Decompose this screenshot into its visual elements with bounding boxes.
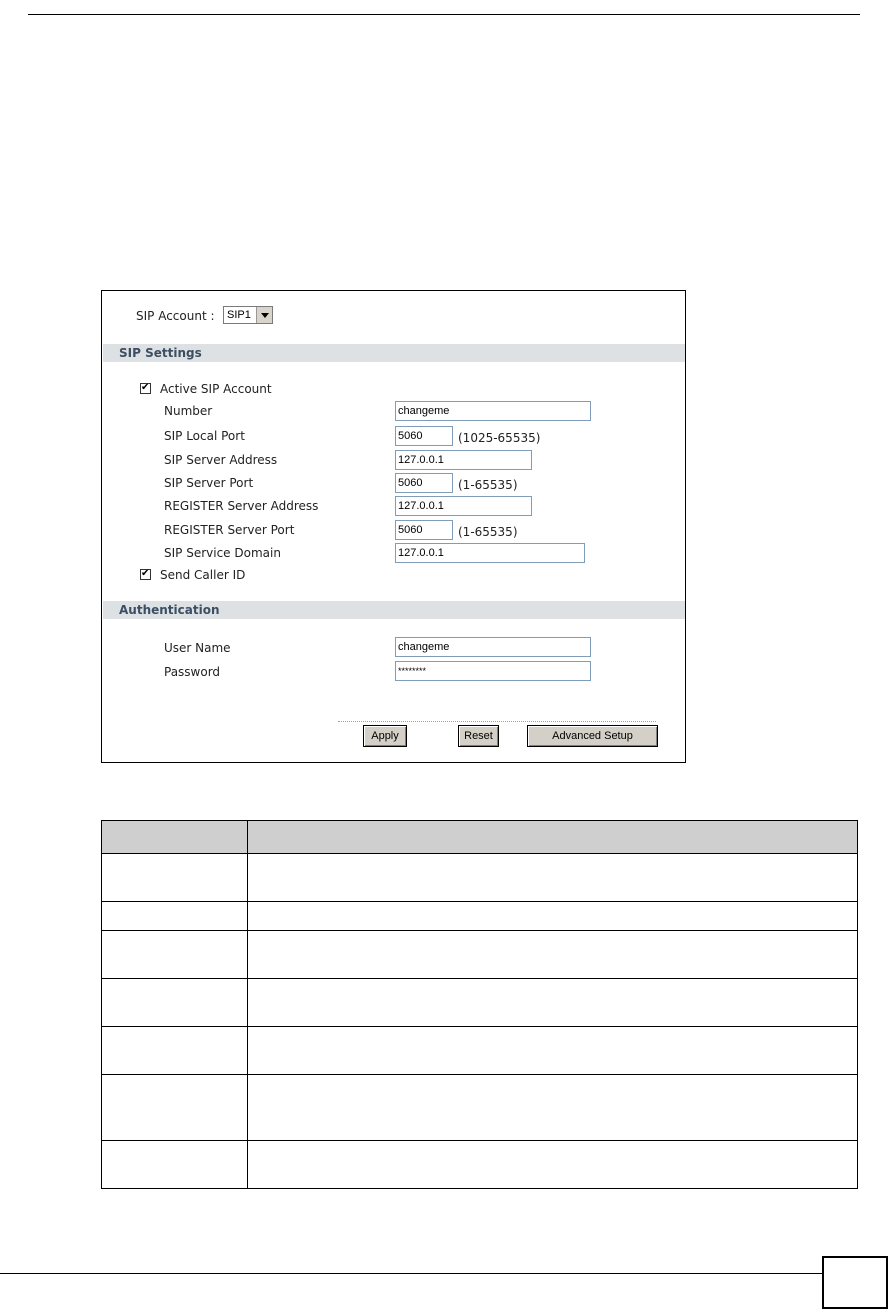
apply-button[interactable]: Apply (363, 725, 407, 747)
send-caller-id-checkbox[interactable] (140, 569, 151, 580)
sip-account-label: SIP Account : (136, 309, 215, 323)
sip-service-domain-label: SIP Service Domain (164, 546, 281, 560)
chevron-down-icon[interactable] (256, 307, 272, 323)
register-server-port-hint: (1-65535) (458, 525, 518, 539)
sip-local-port-hint: (1025-65535) (458, 431, 541, 445)
sip-server-port-field[interactable]: 5060 (395, 473, 453, 493)
page-number-box (822, 1256, 888, 1309)
password-label: Password (164, 665, 221, 679)
authentication-header (103, 601, 685, 619)
table-row (102, 902, 858, 931)
number-field[interactable]: changeme (395, 401, 591, 421)
sip-server-address-field[interactable]: 127.0.0.1 (395, 450, 532, 470)
active-sip-account-checkbox[interactable] (140, 383, 151, 394)
table-header-description (248, 821, 858, 854)
register-server-address-field[interactable]: 127.0.0.1 (395, 496, 532, 516)
table-row (102, 1027, 858, 1075)
sip-account-value: SIP1 (227, 309, 251, 321)
table-row (102, 1075, 858, 1141)
page-footer-rule (0, 1273, 822, 1274)
sip-server-address-label: SIP Server Address (164, 453, 278, 467)
table-header-row (102, 821, 858, 854)
user-name-field[interactable]: changeme (395, 637, 591, 657)
field-description-table (101, 820, 858, 1189)
sip-settings-panel (101, 290, 686, 763)
password-field[interactable]: ******** (395, 661, 591, 681)
advanced-setup-button[interactable]: Advanced Setup (527, 725, 658, 747)
number-label: Number (164, 404, 213, 418)
table-row (102, 1141, 858, 1189)
table-header-label (102, 821, 248, 854)
table-row (102, 979, 858, 1027)
sip-server-port-label: SIP Server Port (164, 476, 254, 490)
active-sip-account-label: Active SIP Account (160, 382, 272, 396)
sip-local-port-field[interactable]: 5060 (395, 426, 453, 446)
sip-settings-title: SIP Settings (119, 346, 202, 360)
sip-account-select[interactable] (223, 306, 273, 324)
sip-local-port-label: SIP Local Port (164, 429, 245, 443)
send-caller-id-label: Send Caller ID (160, 568, 246, 582)
authentication-title: Authentication (119, 603, 220, 617)
sip-settings-header (103, 344, 685, 362)
register-server-port-field[interactable]: 5060 (395, 520, 453, 540)
register-server-address-label: REGISTER Server Address (164, 499, 319, 513)
user-name-label: User Name (164, 641, 231, 655)
sip-server-port-hint: (1-65535) (458, 478, 518, 492)
page-header-rule (28, 14, 860, 15)
button-divider (338, 721, 656, 722)
table-row (102, 931, 858, 979)
sip-service-domain-field[interactable]: 127.0.0.1 (395, 543, 585, 563)
reset-button[interactable]: Reset (458, 725, 499, 747)
table-row (102, 854, 858, 902)
register-server-port-label: REGISTER Server Port (164, 523, 295, 537)
